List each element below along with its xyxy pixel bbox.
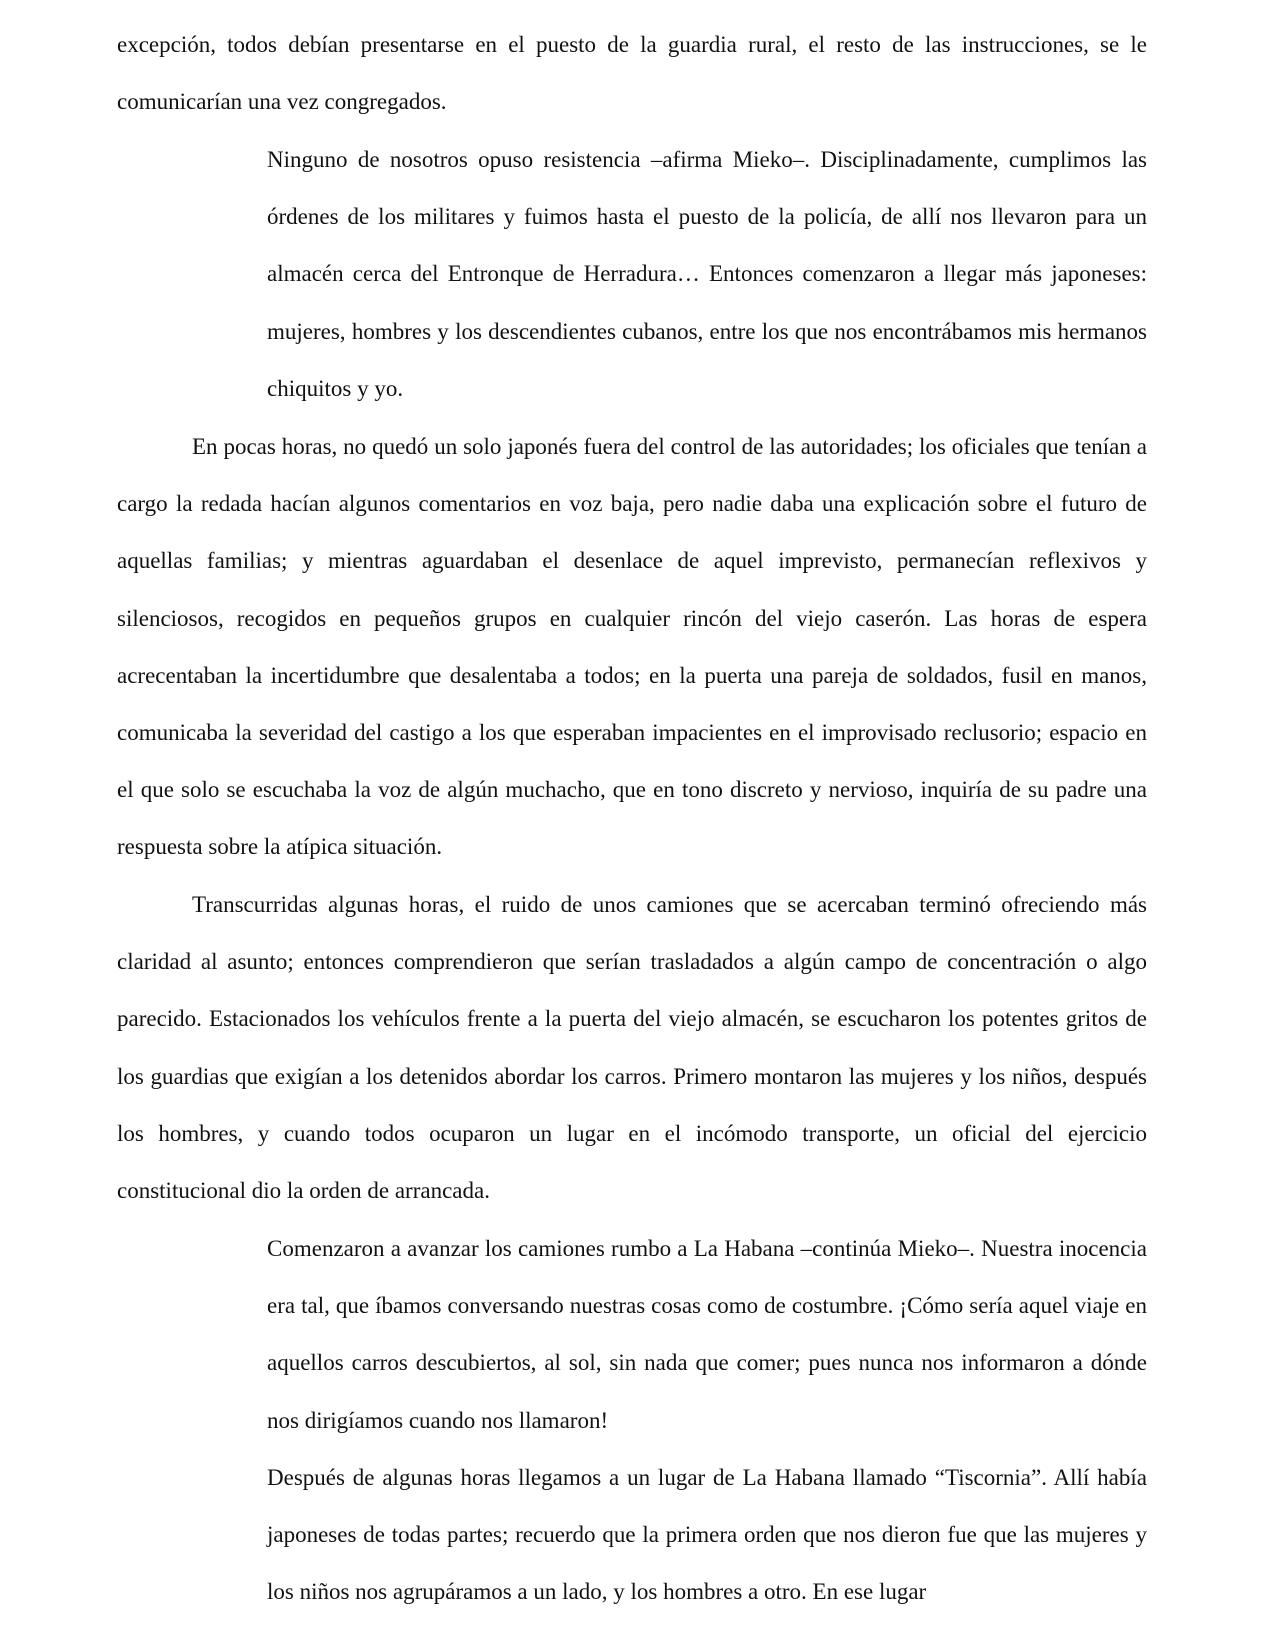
block-quote-mieko-2: Comenzaron a avanzar los camiones rumbo a La Habana –continúa Mieko–. Nuestra inocencia era tal, que íbamos conversando nuestras cosas como de costumbre. ¡Cómo sería aquel viaje en aquellos carros descubiertos, al sol, sin nada que comer; pues nunca nos informaron a dónde nos dirigíamos cuando nos llamaron! — [267, 1236, 1147, 1433]
block-quote-mieko-1: Ninguno de nosotros opuso resistencia –afirma Mieko–. Disciplinadamente, cumplimos las órdenes de los militares y fuimos hasta el puesto de la policía, de allí nos llevaron para un almacén cerca del Entronque de Herradura… Entonces comenzaron a llegar más japoneses: mujeres, hombres y los descendientes cubanos, entre los que nos encontrábamos mis hermanos chiquitos y yo. — [267, 147, 1147, 401]
paragraph-body-2: Transcurridas algunas horas, el ruido de unos camiones que se acercaban terminó ofreciendo más claridad al asunto; entonces comprendieron que serían trasladados a algún campo de concentración o algo parecido. Estacionados los vehículos frente a la puerta del viejo almacén, se escucharon los potentes gritos de los guardias que exigían a los detenidos abordar los carros. Primero montaron las mujeres y los niños, después los hombres, y cuando todos ocuparon un lugar en el incómodo transporte, un oficial del ejercicio constitucional dio la orden de arrancada. — [117, 892, 1147, 1204]
paragraph-continued: excepción, todos debían presentarse en el puesto de la guardia rural, el resto de las instrucciones, se le comunicarían una vez congregados. — [117, 32, 1147, 115]
block-quote-mieko-3: Después de algunas horas llegamos a un lugar de La Habana llamado “Tiscornia”. Allí había japoneses de todas partes; recuerdo que la primera orden que nos dieron fue que las mujeres y los niños nos agrupáramos a un lado, y los hombres a otro. En ese lugar — [267, 1465, 1147, 1605]
paragraph-body-1: En pocas horas, no quedó un solo japonés fuera del control de las autoridades; los oficiales que tenían a cargo la redada hacían algunos comentarios en voz baja, pero nadie daba una explicación sobre el futuro de aquellas familias; y mientras aguardaban el desenlace de aquel imprevisto, permanecían reflexivos y silenciosos, recogidos en pequeños grupos en cualquier rincón del viejo caserón. Las horas de espera acrecentaban la incertidumbre que desalentaba a todos; en la puerta una pareja de soldados, fusil en manos, comunicaba la severidad del castigo a los que esperaban impacientes en el improvisado reclusorio; espacio en el que solo se escuchaba la voz de algún muchacho, que en tono discreto y nervioso, inquiría de su padre una respuesta sobre la atípica situación. — [117, 434, 1147, 860]
